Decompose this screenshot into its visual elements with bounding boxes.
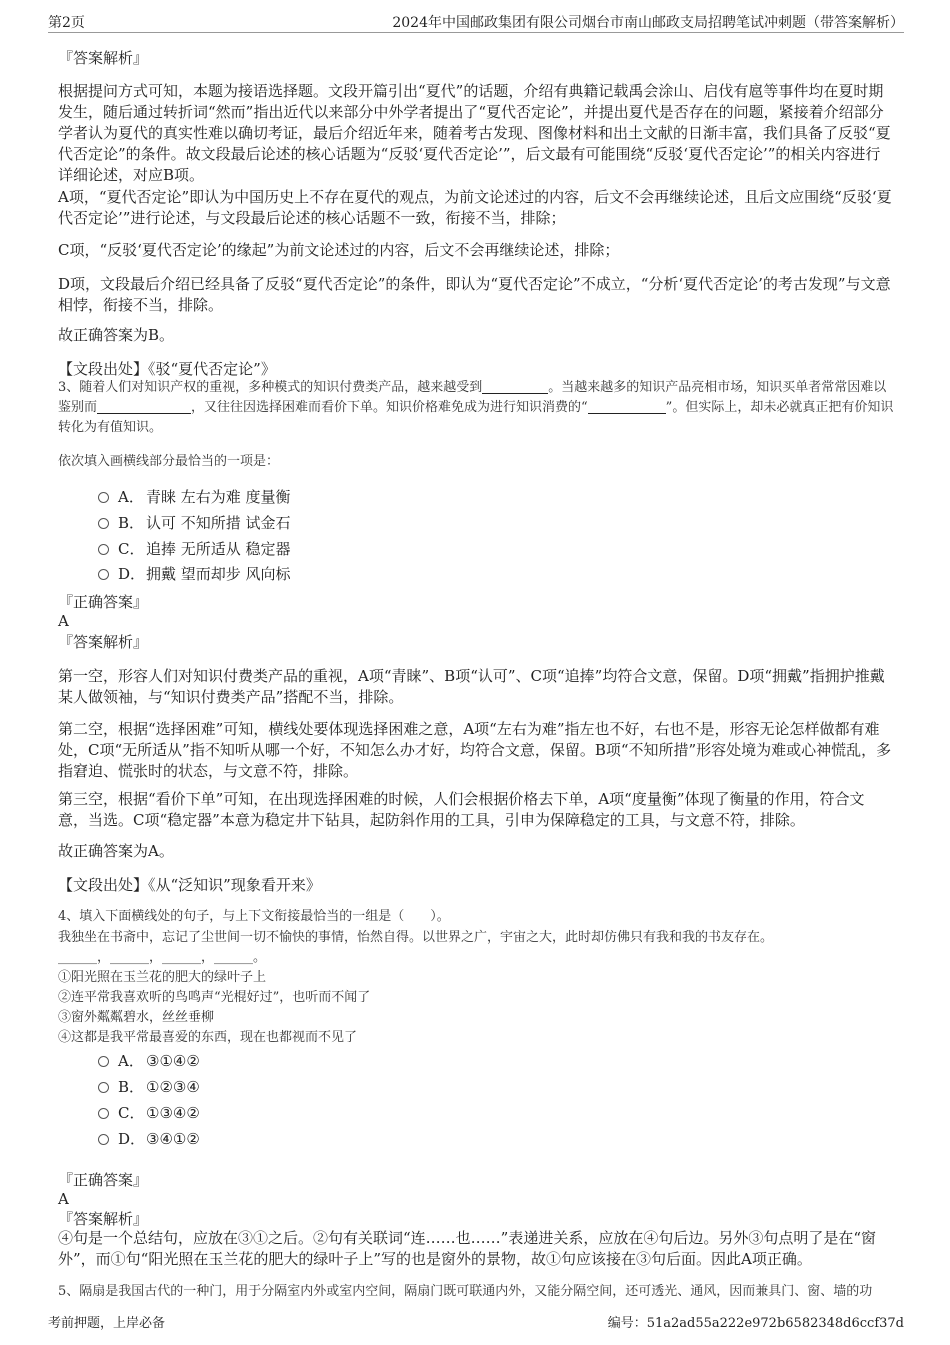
q2-analysis-p2: A项，“夏代否定论”即认为中国历史上不存在夏代的观点，为前文论述过的内容，后文不会再继续论述，且后文应围绕“反驳‘夏代否定论’”进行论述，与文段最后论述的核心话题不一致，衔接不当，排除； [58, 188, 892, 227]
q4-item-3: ③窗外粼粼碧水，丝丝垂柳 [58, 1010, 215, 1025]
q3-answer-line: 故正确答案为A。 [58, 842, 174, 860]
q4-answer: A [58, 1190, 69, 1208]
q4-answer-title: 『正确答案』 [58, 1171, 149, 1189]
q4-item-1: ①阳光照在玉兰花的肥大的绿叶子上 [58, 970, 267, 985]
q3-option-c[interactable]: C． 追捧 无所适从 稳定器 [98, 539, 291, 559]
q3-option-a[interactable]: A． 青睐 左右为难 度量衡 [98, 487, 291, 507]
q4-analysis: ④句是一个总结句，应放在③①之后。②句有关联词“连……也……”表递进关系，应放在④句后边。另外③句点明了是在“窗外”，而①句“阳光照在玉兰花的肥大的绿叶子上”写的也是窗外的景物，故①句应该接在③句后面。因此A项正确。 [58, 1229, 877, 1268]
radio-icon[interactable] [98, 1056, 109, 1067]
document-code: 编号：51a2ad55a222e972b6582348d6ccf37d [607, 1316, 904, 1331]
q4-option-b[interactable]: B． ①②③④ [98, 1077, 200, 1097]
q3-analysis-p1: 第一空，形容人们对知识付费类产品的重视，A项“青睐”、B项“认可”、C项“追捧”均符合文意，保留。D项“拥戴”指拥护推戴某人做领袖，与“知识付费类产品”搭配不当，排除。 [58, 667, 885, 706]
q2-analysis-title: 『答案解析』 [58, 49, 149, 67]
q3-source: 【文段出处】《从“泛知识”现象看开来》 [58, 876, 321, 894]
q2-analysis-p1: 根据提问方式可知，本题为接语选择题。文段开篇引出“夏代”的话题，介绍有典籍记载禹会涂山、启伐有扈等事件均在夏时期发生，随后通过转折词“然而”指出近代以来部分中外学者提出了“夏代否定论”，并提出夏代是否存在的问题，紧接着介绍部分学者认为夏代的真实性难以确切考证，最后介绍近年来，随着考古发现、图像材料和出土文献的日渐丰富，我们具备了反驳“夏代否定论”的条件。故文段最后论述的核心话题为“反驳‘夏代否定论’”，后文最有可能围绕“反驳‘夏代否定论’”的相关内容进行详细论述，对应B项。 [58, 82, 891, 184]
radio-icon[interactable] [98, 1108, 109, 1119]
q3-stem: 3、随着人们对知识产权的重视，多种模式的知识付费类产品，越来越受到 。当越来越多的知识产品亮相市场，知识买单者常常因难以鉴别而 ，又往往因选择困难而看价下单。知识价格难免成为进行知识消费的“ ”。但实际上，却未必就真正把有价知识转化为有值知识。 [58, 380, 894, 435]
q3-analysis-p2: 第二空，根据“选择困难”可知，横线处要体现选择困难之意，A项“左右为难”指左也不好，右也不是，形容无论怎样做都有难处，C项“无所适从”指不知听从哪一个好，不知怎么办才好，均符合文意，保留。B项“不知所措”形容处境为难或心神慌乱，多指窘迫、慌张时的状态，与文意不符，排除。 [58, 720, 892, 780]
q2-analysis-p3: C项，“反驳‘夏代否定论’的缘起”为前文论述过的内容，后文不会再继续论述，排除； [58, 241, 620, 259]
radio-icon[interactable] [98, 492, 109, 503]
q3-analysis-title: 『答案解析』 [58, 633, 149, 651]
document-title: 2024年中国邮政集团有限公司烟台市南山邮政支局招聘笔试冲刺题（带答案解析） [392, 15, 904, 31]
q4-option-a[interactable]: A． ③①④② [98, 1051, 200, 1071]
q2-source: 【文段出处】《驳“夏代否定论”》 [58, 360, 276, 378]
q3-blank-1[interactable] [482, 380, 548, 394]
q3-analysis-p3: 第三空，根据“看价下单”可知，在出现选择困难的时候，人们会根据价格去下单，A项“度量衡”体现了衡量的作用，符合文意，当选。C项“稳定器”本意为稳定井下钻具，起防斜作用的工具，引申为保障稳定的工具，与文意不符，排除。 [58, 790, 865, 829]
q3-blank-2[interactable] [97, 400, 191, 414]
radio-icon[interactable] [98, 1082, 109, 1093]
q2-analysis-p4: D项，文段最后介绍已经具备了反驳“夏代否定论”的条件，即认为“夏代否定论”不成立，“分析‘夏代否定论’的考古发现”与文意相悖，衔接不当，排除。 [58, 275, 891, 314]
q3-option-d[interactable]: D．拥戴 望而却步 风向标 [98, 564, 291, 584]
radio-icon[interactable] [98, 544, 109, 555]
q4-analysis-title: 『答案解析』 [58, 1210, 149, 1228]
page-number: 第2页 [48, 15, 85, 31]
q3-option-b[interactable]: B． 认可 不知所措 试金石 [98, 513, 291, 533]
q4-item-4: ④这都是我平常最喜爱的东西，现在也都视而不见了 [58, 1030, 358, 1045]
q4-item-2: ②连平常我喜欢听的鸟鸣声“光棍好过”，也听而不闻了 [58, 990, 371, 1005]
q4-option-c[interactable]: C． ①③④② [98, 1103, 200, 1123]
footer-slogan: 考前押题，上岸必备 [48, 1316, 166, 1331]
page-header [48, 12, 904, 33]
q3-answer: A [58, 612, 69, 630]
radio-icon[interactable] [98, 569, 109, 580]
q4-option-d[interactable]: D．③④①② [98, 1129, 200, 1149]
q4-context: 我独坐在书斋中，忘记了尘世间一切不愉快的事情，怡然自得。以世界之广，宇宙之大，此时却仿佛只有我和我的书友存在。 [58, 930, 774, 945]
radio-icon[interactable] [98, 518, 109, 529]
q3-blank-3[interactable] [588, 400, 666, 414]
q5-stem: 5、隔扇是我国古代的一种门，用于分隔室内外或室内空间，隔扇门既可联通内外，又能分隔空间，还可透光、通风，因而兼具门、窗、墙的功 [58, 1284, 873, 1299]
q4-blank-line: ______，______，______，______。 [58, 950, 267, 965]
radio-icon[interactable] [98, 1134, 109, 1145]
q4-stem: 4、填入下面横线处的句子，与上下文衔接最恰当的一组是（ ）。 [58, 909, 450, 924]
q2-answer-line: 故正确答案为B。 [58, 326, 175, 344]
q3-prompt: 依次填入画横线部分最恰当的一项是： [58, 454, 280, 469]
q3-answer-title: 『正确答案』 [58, 593, 149, 611]
